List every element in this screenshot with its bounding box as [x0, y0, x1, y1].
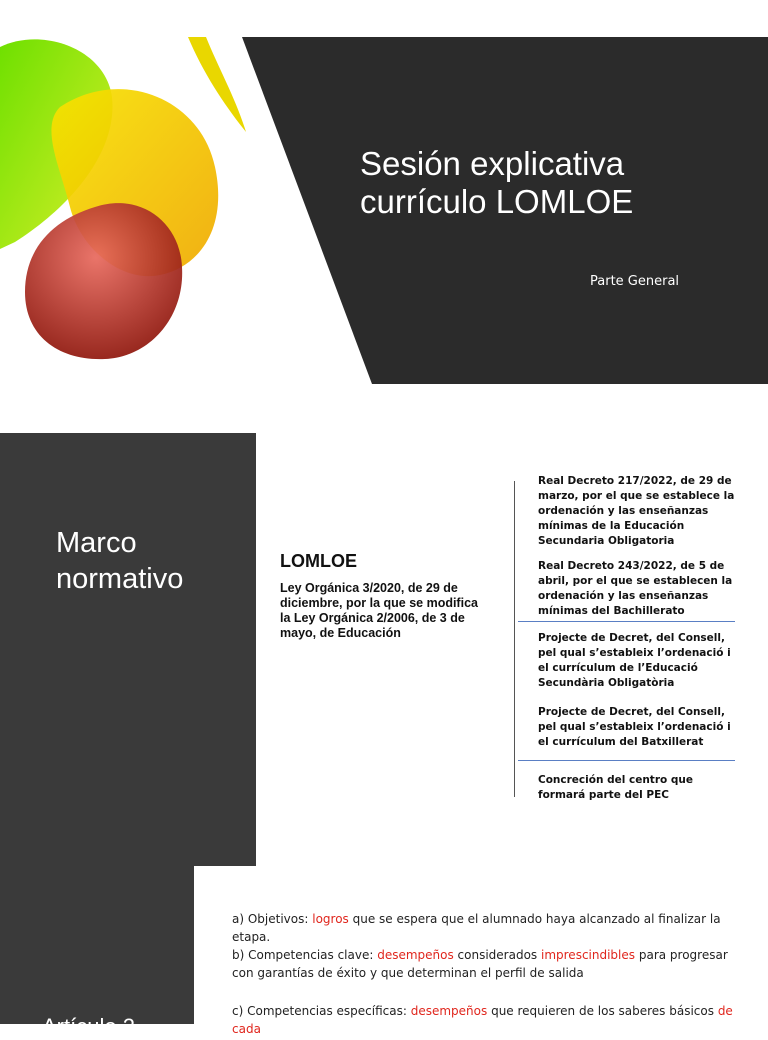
title-slide [0, 37, 768, 384]
definition-term: b) Competencias clave: [232, 948, 378, 962]
definition-text: que requieren de los saberes básicos [487, 1004, 718, 1018]
vertical-divider [514, 481, 515, 797]
definition-paragraph [232, 946, 752, 982]
section-title [56, 525, 183, 597]
reference-item: Real Decreto 243/2022, de 5 de abril, por el que se establecen la ordenación y las enseñanzas mínimas del Bachillerato [538, 560, 733, 617]
reference-item: Projecte de Decret, del Consell, pel qual s’estableix l’ordenació i el currículum del Batxillerat [538, 706, 731, 748]
highlighted-word: logros [312, 912, 349, 926]
abstract-shapes-graphic [0, 37, 380, 384]
highlighted-word: de cada [232, 1004, 733, 1036]
reference-item: Projecte de Decret, del Consell, pel qual s’estableix l’ordenació i el currículum de l’Educació Secundària Obligatòria [538, 632, 731, 689]
legal-framework-slide [0, 433, 768, 866]
definition-term: c) Competencias específicas: [232, 1004, 411, 1018]
horizontal-divider [518, 760, 735, 761]
highlighted-word: imprescindibles [541, 948, 636, 962]
definition-term: a) Objetivos: [232, 912, 313, 926]
presentation-subtitle: Parte General [590, 274, 680, 289]
horizontal-divider [518, 621, 735, 622]
definition-text: que se espera que el alumnado haya alcanzado al finalizar la etapa. [232, 912, 721, 944]
section-title-line-2: normativo [56, 563, 184, 595]
highlighted-word: desempeños [410, 1004, 488, 1018]
article-label: Artículo 2 [42, 1014, 135, 1039]
dark-side-panel [0, 433, 256, 866]
definition-text: para progresar con garantías de éxito y que determinan el perfil de salida [232, 948, 728, 980]
presentation-title [360, 145, 633, 221]
title-line-1: Sesión explicativa [360, 145, 625, 182]
definition-paragraph [232, 910, 752, 946]
reference-item: Concreción del centro que formará parte del PEC [538, 774, 693, 801]
highlighted-word: desempeños [377, 948, 454, 962]
definition-text: considerados [453, 948, 541, 962]
title-line-2: currículo LOMLOE [360, 183, 634, 220]
law-heading: LOMLOE [280, 551, 357, 571]
article-slide [0, 866, 768, 1039]
section-title-line-1: Marco [56, 527, 137, 559]
definition-paragraph [232, 1002, 752, 1038]
law-description: Ley Orgánica 3/2020, de 29 de diciembre, por la que se modifica la Ley Orgánica 2/2006, de 3 de mayo, de Educación [280, 581, 478, 640]
reference-item: Real Decreto 217/2022, de 29 de marzo, por el que se establece la ordenación y las enseñanzas mínimas de la Educación Secundaria Obligatoria [538, 475, 735, 547]
